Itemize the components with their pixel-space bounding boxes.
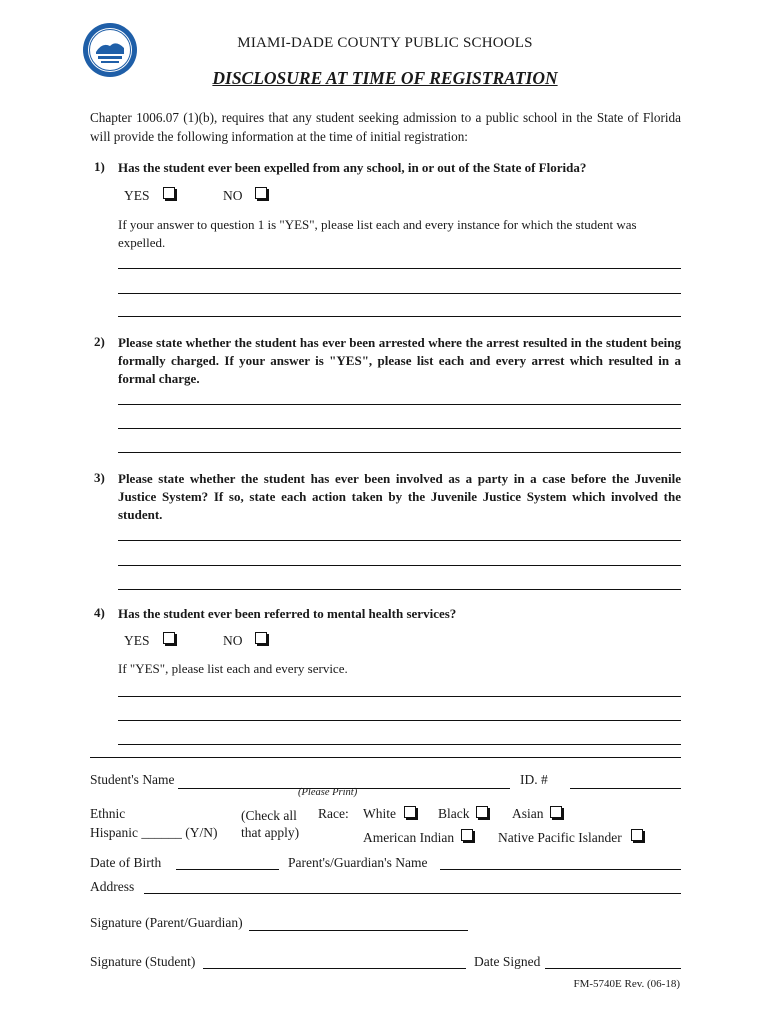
- question-3-number: 3): [94, 470, 105, 485]
- dob-field[interactable]: [176, 869, 279, 870]
- q2-answer-line-3[interactable]: [118, 452, 681, 453]
- question-4-number: 4): [94, 605, 105, 620]
- guardian-name-label: Parent's/Guardian's Name: [288, 855, 428, 870]
- race-label: Race:: [318, 806, 349, 821]
- race-black-checkbox[interactable]: [476, 806, 488, 818]
- q4-answer-line-1[interactable]: [118, 696, 681, 697]
- race-asian-checkbox[interactable]: [550, 806, 562, 818]
- q4-no-checkbox[interactable]: [255, 632, 267, 644]
- question-2-text: Please state whether the student has ever been arrested where the arrest resulted in the student being formally charged. If your answer is "YES", please list each and every arrest which resulted in a formal charge.: [118, 335, 681, 386]
- check-all-note-1: (Check all: [241, 808, 297, 823]
- race-black-label: Black: [438, 806, 470, 821]
- question-1-number: 1): [94, 159, 105, 174]
- q3-answer-line-2[interactable]: [118, 565, 681, 566]
- race-american-indian-label: American Indian: [363, 830, 455, 845]
- check-all-note-2: that apply): [241, 825, 300, 840]
- q3-answer-line-3[interactable]: [118, 589, 681, 590]
- date-signed-label: Date Signed: [474, 954, 541, 969]
- question-4-text: Has the student ever been referred to mental health services?: [118, 606, 457, 621]
- q1-yes-label: YES: [124, 188, 150, 203]
- sig-parent-label: Signature (Parent/Guardian): [90, 915, 243, 930]
- ethnic-label: Ethnic: [90, 806, 126, 821]
- address-field[interactable]: [144, 893, 681, 894]
- id-field[interactable]: [570, 788, 681, 789]
- sig-student-field[interactable]: [203, 968, 466, 969]
- race-native-pacific-islander-checkbox[interactable]: [631, 829, 643, 841]
- agency-name: MIAMI-DADE COUNTY PUBLIC SCHOOLS: [237, 35, 533, 51]
- q2-answer-line-1[interactable]: [118, 404, 681, 405]
- q1-answer-line-3[interactable]: [118, 316, 681, 317]
- sig-parent-field[interactable]: [249, 930, 468, 931]
- q1-answer-line-2[interactable]: [118, 293, 681, 294]
- question-1-text: Has the student ever been expelled from any school, in or out of the State of Florida?: [118, 160, 587, 175]
- q4-no-label: NO: [223, 633, 243, 648]
- intro-paragraph: Chapter 1006.07 (1)(b), requires that any student seeking admission to a public school in the State of Florida will provide the following information at the time of initial registration:: [90, 110, 681, 144]
- hispanic-field[interactable]: Hispanic ______ (Y/N): [90, 825, 218, 840]
- id-label: ID. #: [520, 772, 548, 787]
- q4-yes-label: YES: [124, 633, 150, 648]
- q1-followup: If your answer to question 1 is "YES", please list each and every instance for which the student was expelled.: [118, 217, 637, 250]
- q1-answer-line-1[interactable]: [118, 268, 681, 269]
- q4-answer-line-3[interactable]: [118, 744, 681, 745]
- section-divider: [90, 757, 681, 758]
- q1-no-label: NO: [223, 188, 243, 203]
- race-white-label: White: [363, 806, 396, 821]
- q4-yes-checkbox[interactable]: [163, 632, 175, 644]
- address-label: Address: [90, 879, 135, 894]
- q1-no-checkbox[interactable]: [255, 187, 267, 199]
- question-3-text: Please state whether the student has ever been involved as a party in a case before the Juvenile Justice System? If so, state each action taken by the Juvenile Justice System which involved the student.: [118, 471, 681, 522]
- q4-answer-line-2[interactable]: [118, 720, 681, 721]
- dob-label: Date of Birth: [90, 855, 162, 870]
- date-signed-field[interactable]: [545, 968, 681, 969]
- q2-answer-line-2[interactable]: [118, 428, 681, 429]
- q3-answer-line-1[interactable]: [118, 540, 681, 541]
- form-number: FM-5740E Rev. (06-18): [573, 978, 680, 990]
- q1-yes-checkbox[interactable]: [163, 187, 175, 199]
- race-american-indian-checkbox[interactable]: [461, 829, 473, 841]
- please-print-note: (Please Print): [298, 787, 358, 798]
- form-title: DISCLOSURE AT TIME OF REGISTRATION: [212, 68, 558, 88]
- race-asian-label: Asian: [512, 806, 544, 821]
- q4-followup: If "YES", please list each and every service.: [118, 661, 348, 676]
- race-native-pacific-islander-label: Native Pacific Islander: [498, 830, 622, 845]
- race-white-checkbox[interactable]: [404, 806, 416, 818]
- question-2-number: 2): [94, 334, 105, 349]
- students-name-label: Student's Name: [90, 772, 175, 787]
- sig-student-label: Signature (Student): [90, 954, 196, 969]
- guardian-name-field[interactable]: [440, 869, 681, 870]
